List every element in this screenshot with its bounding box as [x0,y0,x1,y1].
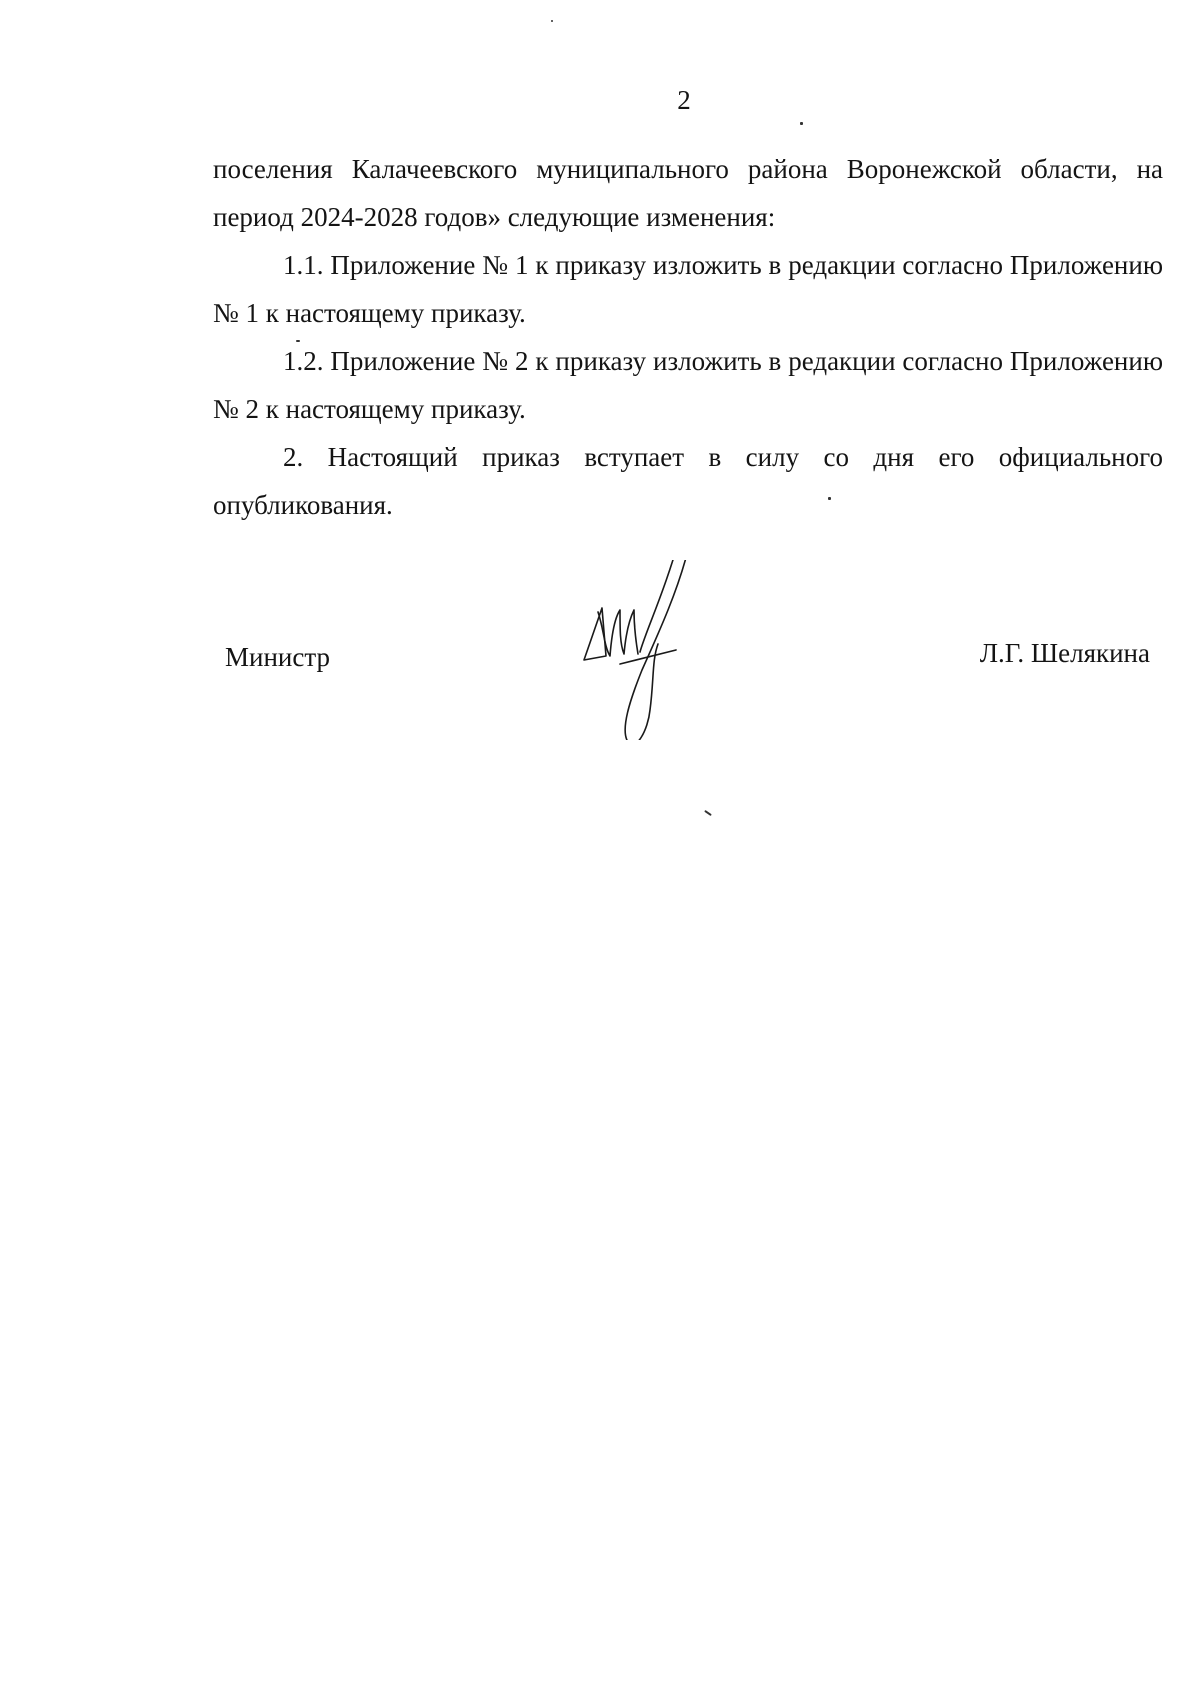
paragraph-item-1-1: 1.1. Приложение № 1 к приказу изложить в редакции согласно Приложению № 1 к настоящему приказу. [213,250,1163,328]
page-number: 2 [677,85,691,115]
scan-speck [800,122,803,125]
paragraph-item-1-2: 1.2. Приложение № 2 к приказу изложить в редакции согласно Приложению № 2 к настоящему приказу. [213,346,1163,424]
signatory-role: Министр [225,642,330,672]
scan-speck [551,20,553,22]
paragraph-item-2: 2. Настоящий приказ вступает в силу со дня его официального опубликования. [213,442,1163,520]
scan-speck [828,497,831,500]
handwritten-signature-icon [580,560,730,740]
scan-speck [296,340,300,342]
document-body [213,145,1163,529]
scan-speck [704,810,712,816]
signatory-name: Л.Г. Шелякина [979,638,1150,668]
paragraph-intro: поселения Калачеевского муниципального района Воронежской области, на период 2024-2028 годов» следующие изменения: [213,154,1163,232]
